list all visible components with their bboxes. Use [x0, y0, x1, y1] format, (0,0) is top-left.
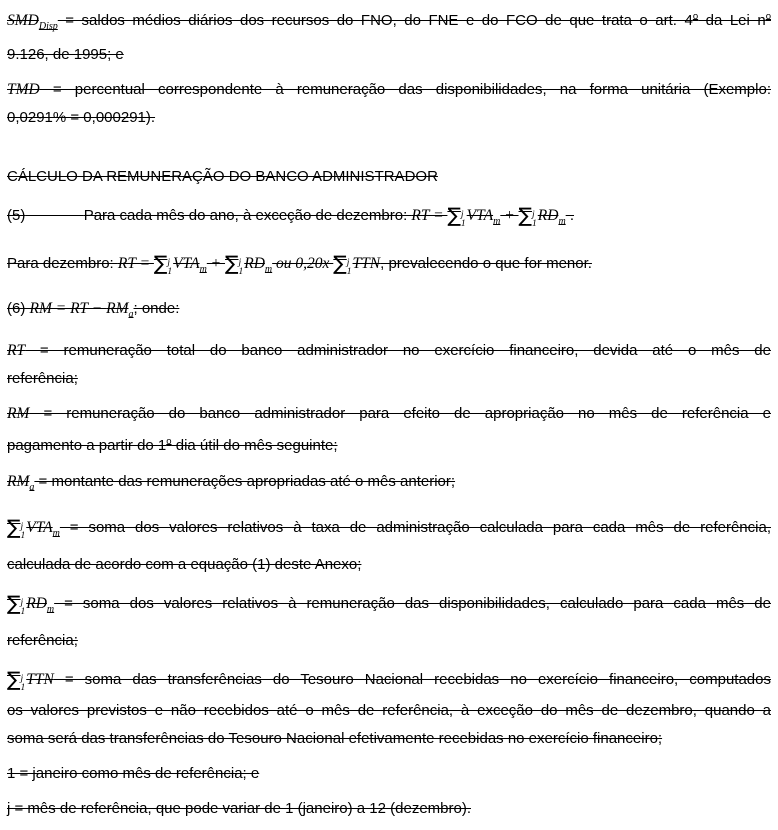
summation-scripts — [347, 259, 352, 277]
blank-line — [7, 139, 771, 163]
text-line — [7, 246, 771, 287]
text-run: referência; — [7, 632, 78, 649]
text-run: , prevalecendo o que for menor. — [380, 255, 592, 272]
math-subscript: m — [52, 528, 60, 539]
summation-lower-limit: 1 — [532, 219, 537, 229]
text-run: j = mês de referência, que pode variar de 1 (janeiro) a 12 (dezembro). — [7, 800, 471, 817]
text-run: = soma das transferências do Tesouro Nacional recebidas no exercício financeiro, computados — [53, 671, 771, 688]
summation-lower-limit: 1 — [20, 607, 26, 617]
text-line — [7, 3, 771, 41]
math-run: TMD — [7, 81, 40, 98]
text-run: dia útil do mês seguinte; — [171, 437, 338, 454]
ordinal-indicator: o — [692, 11, 699, 22]
math-run: $RD_m$ — [537, 207, 566, 227]
paragraph-def-j — [7, 795, 771, 823]
text-run: da Lei n — [698, 12, 766, 29]
summation-upper-limit: j — [167, 258, 171, 268]
text-run: os valores previstos e não recebidos até o mês de referência, à exceção do mês de dezembro, quando a — [7, 702, 771, 719]
summation-scripts — [239, 259, 244, 277]
ordinal-indicator: o — [166, 436, 172, 447]
summation-scripts — [167, 259, 172, 277]
math-run: $SMD_{Disp}$ — [7, 12, 58, 32]
math-run: $RM_a$ — [7, 473, 35, 493]
summation-symbol — [7, 515, 26, 541]
math-run: ou 0,20x — [272, 255, 334, 272]
summation-scripts — [20, 675, 25, 693]
text-run: . — [565, 207, 575, 224]
text-run: = soma dos valores relativos à taxa de administração calculada para cada mês de referência, — [59, 519, 771, 536]
text-line — [7, 627, 771, 655]
ordinal-indicator: o — [765, 11, 771, 22]
text-run: = percentual correspondente à remuneração das disponibilidades, na forma unitária (Exemplo: — [39, 81, 771, 98]
paragraph-december-formula — [7, 246, 771, 287]
text-line — [7, 586, 771, 627]
math-subscript: m — [493, 216, 501, 227]
text-run: referência; — [7, 370, 78, 387]
tab-space — [25, 207, 83, 224]
sigma-glyph: ∑ — [7, 667, 21, 691]
math-run: RM = RT − — [29, 300, 107, 317]
summation-upper-limit: j — [238, 258, 242, 268]
math-run: $VTA_m$ — [173, 255, 207, 275]
text-run: = montante das remunerações apropriadas até o mês anterior; — [34, 473, 456, 490]
paragraph-def-sum-ttn — [7, 662, 771, 753]
paragraph-item-6-formula — [7, 294, 771, 330]
sigma-glyph: ∑ — [518, 203, 533, 227]
summation-upper-limit: j — [532, 210, 535, 220]
summation-symbol — [153, 251, 173, 277]
text-run: soma será das transferências do Tesouro Nacional efetivamente recebidas no exercício financeiro; — [7, 730, 663, 747]
summation-lower-limit: 1 — [346, 267, 352, 277]
summation-scripts — [532, 211, 537, 229]
sigma-glyph: ∑ — [333, 251, 347, 275]
text-line — [7, 163, 771, 191]
math-subscript: m — [199, 264, 207, 275]
math-run: + — [206, 255, 226, 272]
text-run: CÁLCULO DA REMUNERAÇÃO DO BANCO ADMINISTRADOR — [7, 168, 438, 185]
math-run: RT — [7, 342, 26, 359]
summation-scripts — [20, 599, 25, 617]
math-run: TTN — [352, 255, 381, 272]
summation-upper-limit: j — [20, 598, 24, 608]
paragraph-def-rt — [7, 337, 771, 393]
summation-symbol — [447, 203, 466, 229]
text-line — [7, 294, 771, 330]
summation-lower-limit: 1 — [460, 219, 466, 229]
paragraph-def-sum-rd — [7, 586, 771, 655]
paragraph-def-rma — [7, 467, 771, 503]
paragraph-item-5-formula — [7, 198, 771, 239]
text-run: = remuneração do banco administrador para efeito de apropriação no mês de referência e — [29, 405, 771, 422]
math-subscript: m — [46, 604, 55, 615]
math-run: $RD_m$ — [26, 595, 55, 615]
text-run: pagamento a partir do 1 — [7, 437, 167, 454]
text-run: calculada de acordo com a equação (1) deste Anexo; — [7, 556, 362, 573]
math-run: $VTA_m$ — [26, 519, 60, 539]
math-subscript: Disp — [38, 21, 58, 32]
text-line — [7, 428, 771, 460]
math-run: $RD_m$ — [244, 255, 273, 275]
summation-symbol — [7, 591, 26, 617]
text-line — [7, 365, 771, 393]
paragraph-def-sum-vta — [7, 510, 771, 579]
summation-symbol — [225, 251, 244, 277]
math-subscript: a — [29, 482, 35, 493]
summation-symbol — [333, 251, 352, 277]
math-run: $VTA_m$ — [466, 207, 501, 227]
text-run: = remuneração total do banco administrador no exercício financeiro, devida até o mês de — [25, 342, 771, 359]
math-run: RT = — [411, 207, 448, 224]
sigma-glyph: ∑ — [153, 251, 168, 275]
text-run: = saldos médios diários dos recursos do FNO, do FNE e do FCO de que trata o art. 4 — [57, 12, 693, 29]
summation-symbol — [518, 203, 538, 229]
math-run: RM — [7, 405, 30, 422]
text-run: (6) — [7, 300, 30, 317]
text-line — [7, 551, 771, 579]
text-run: Para cada mês do ano, à exceção de dezembro: — [83, 207, 412, 224]
math-subscript: a — [128, 309, 134, 320]
paragraph-def-rm — [7, 400, 771, 460]
summation-lower-limit: 1 — [238, 267, 244, 277]
text-line — [7, 104, 771, 132]
text-line — [7, 198, 771, 239]
summation-upper-limit: j — [20, 674, 24, 684]
text-line — [7, 795, 771, 823]
text-line — [7, 697, 771, 725]
text-run: 1 = janeiro como mês de referência; e — [7, 765, 260, 782]
text-line — [7, 510, 771, 551]
math-run: + — [500, 207, 519, 224]
summation-lower-limit: 1 — [167, 267, 173, 277]
summation-upper-limit: j — [460, 210, 464, 220]
text-line — [7, 467, 771, 503]
paragraph-def-tmd — [7, 76, 771, 132]
paragraph-def-janeiro — [7, 760, 771, 788]
sigma-glyph: ∑ — [225, 251, 239, 275]
sigma-glyph: ∑ — [7, 515, 21, 539]
summation-scripts — [461, 211, 466, 229]
text-run: Para dezembro: — [7, 255, 118, 272]
math-subscript: m — [558, 216, 566, 227]
text-run: ; onde: — [133, 300, 180, 317]
summation-upper-limit: j — [346, 258, 350, 268]
text-run: (5) — [7, 207, 26, 224]
text-line — [7, 76, 771, 104]
summation-scripts — [20, 523, 25, 541]
sigma-glyph: ∑ — [7, 591, 21, 615]
text-line — [7, 41, 771, 69]
math-run: $RM_a$ — [106, 300, 134, 320]
math-run: RT = — [117, 255, 154, 272]
math-subscript: m — [264, 264, 273, 275]
summation-lower-limit: 1 — [20, 531, 26, 541]
sigma-glyph: ∑ — [447, 203, 461, 227]
summation-upper-limit: j — [20, 522, 24, 532]
paragraph-section-heading — [7, 163, 771, 191]
text-run: 0,0291% = 0,000291). — [7, 109, 156, 126]
text-line — [7, 400, 771, 428]
math-run: TTN — [26, 671, 54, 688]
text-run: 9.126, de 1995; e — [7, 46, 124, 63]
text-line — [7, 760, 771, 788]
text-run: = soma dos valores relativos à remuneração das disponibilidades, calculado para cada mês de — [54, 595, 771, 612]
text-line — [7, 725, 771, 753]
text-line — [7, 337, 771, 365]
text-line — [7, 662, 771, 697]
summation-symbol — [7, 667, 26, 693]
paragraph-def-smd-disp — [7, 3, 771, 69]
summation-lower-limit: 1 — [20, 683, 26, 693]
